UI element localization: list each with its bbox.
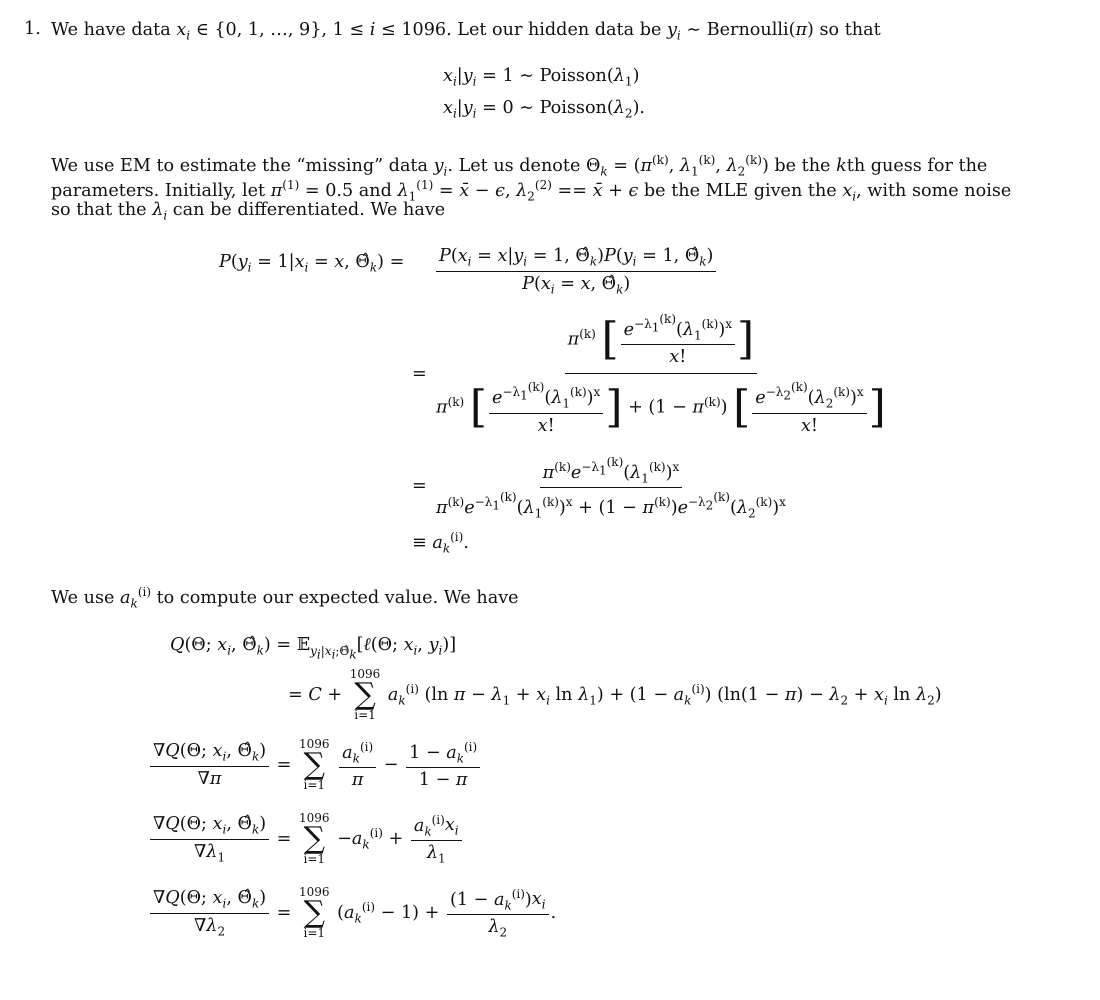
- intro-text-c: so that: [819, 20, 881, 40]
- q-function-expansion: = C + 1096 ∑ i=1 $a_k^{(i)}$ (ln $\pi - \lambda_1 + x_i$ $\ln \lambda_1) + (1 - a_k^{(i)})$ ($\ln(1 - \pi) - \lambda_2 + x_i$ $\ln \lambda_2$): [288, 667, 942, 722]
- gradient-pi: $\frac{\nabla Q(\Theta; x_i, \Thetâ_k)}{\nabla\pi}$ = 1096 ∑ i=1 $\frac{a_k^{(i)}}{\pi}$ − $\frac{1 - a_k^{(i)}}{1 - \pi}$: [148, 738, 482, 792]
- posterior-result: ≡ $a_k^{(i)}$.: [412, 530, 469, 556]
- posterior-step-1: $\frac{P(x_i = x|y_i = 1, \Thetâ_k)P(y_i = 1, \Thetâ_k)}{P(x_i = x, \Thetâ_k)}$: [434, 246, 718, 296]
- sum-lower: i=1: [354, 708, 376, 722]
- gradient-lambda2: $\frac{\nabla Q(\Theta; x_i, \Thetâ_k)}{\nabla\lambda_2}$ = 1096 ∑ i=1 $(a_k^{(i)} - 1)$ + $\frac{(1 - a_k^{(i)})x_i}{\lambda_2}$ .: [148, 886, 556, 940]
- em-paragraph-line-2: parameters. Initially, let $\pi^{(1)} = 0.5$ and $\lambda_1^{(1)}$ = x̄ − ϵ, $\lambda_2^{(2)}$ == x̄ + ϵ be the MLE given the $x_i$, with some noise: [51, 178, 1012, 204]
- model-line-2: $x_i|y_i = 0$ ∼ $Poisson(\lambda_2)$.: [443, 98, 646, 121]
- intro-text-a: We have data: [51, 20, 171, 40]
- expected-value-paragraph: We use $a_k^{(i)}$ to compute our expected value. We have: [51, 585, 519, 611]
- model-line-1: $x_i|y_i = 1$ ∼ $Poisson(\lambda_1)$: [443, 66, 640, 89]
- gradient-pi-wrt: ∇π: [197, 768, 222, 789]
- posterior-step-3: $\frac{\pi^{(k)}e^{-\lambda_1^{(k)}}(\lambda_1^{(k)})^x}{\pi^{(k)}e^{-\lambda_1^{(k)}}(\lambda_1^{(k)})^x + (1 - \pi^{(k)})e^{-\lambda_2^{(k)}}(\lambda_2^{(k)})^x}$: [436, 455, 786, 521]
- intro-text-b: Let our hidden data be: [457, 20, 662, 40]
- gradient-lambda1: $\frac{\nabla Q(\Theta; x_i, \Thetâ_k)}{\nabla\lambda_1}$ = 1096 ∑ i=1 $-a_k^{(i)}$ + $\frac{a_k^{(i)}x_i}{\lambda_1}$: [148, 812, 464, 866]
- item-number: 1.: [24, 19, 41, 39]
- em-paragraph-line-1: We use EM to estimate the “missing” data $y_i$. Let us denote $\Theta_k = (\pi^{(k)}$, $\lambda_1^{(k)}$, $\lambda_2^{(k)}$) be the kth guess for the: [51, 153, 988, 179]
- posterior-step-2-eq: =: [412, 364, 427, 384]
- sum-upper: 1096: [349, 667, 381, 681]
- q-function-lhs: Q(Θ; $x_i$, $\Thetâ_k$) = 𝔼$_{y_i|x_i;\Thetâ_k}$[ℓ(Θ; $x_i$, $y_i$)]: [170, 635, 457, 661]
- intro-paragraph: We have data $x_i$ ∈ {0, 1, …, 9}, 1 ≤ i ≤ 1096. Let our hidden data be $y_i$ ∼ Bernoulli(π) so that: [51, 20, 881, 43]
- em-paragraph-line-3: so that the $\lambda_i$ can be differentiated. We have: [51, 200, 446, 223]
- posterior-step-2: $\pi^{(k)}$ [ $\frac{e^{-\lambda_1^{(k)}}(\lambda_1^{(k)})^x}{x!}$ ] $\pi^{(k)}$ [ $\frac{e^{-\lambda_1^{(k)}}(\lambda_1^{(k)})^x}{x!}$ ] + $(1 - \pi^{(k)})$ [ $\frac{e^{-\lambda_2^{(k)}}(\lambda_2^{(k)})^x}{x!}$ ]: [436, 312, 886, 436]
- posterior-lhs: $P(y_i = 1|x_i = x$, $\Thetâ_k$) =: [219, 252, 405, 275]
- posterior-step-3-eq: =: [412, 476, 427, 496]
